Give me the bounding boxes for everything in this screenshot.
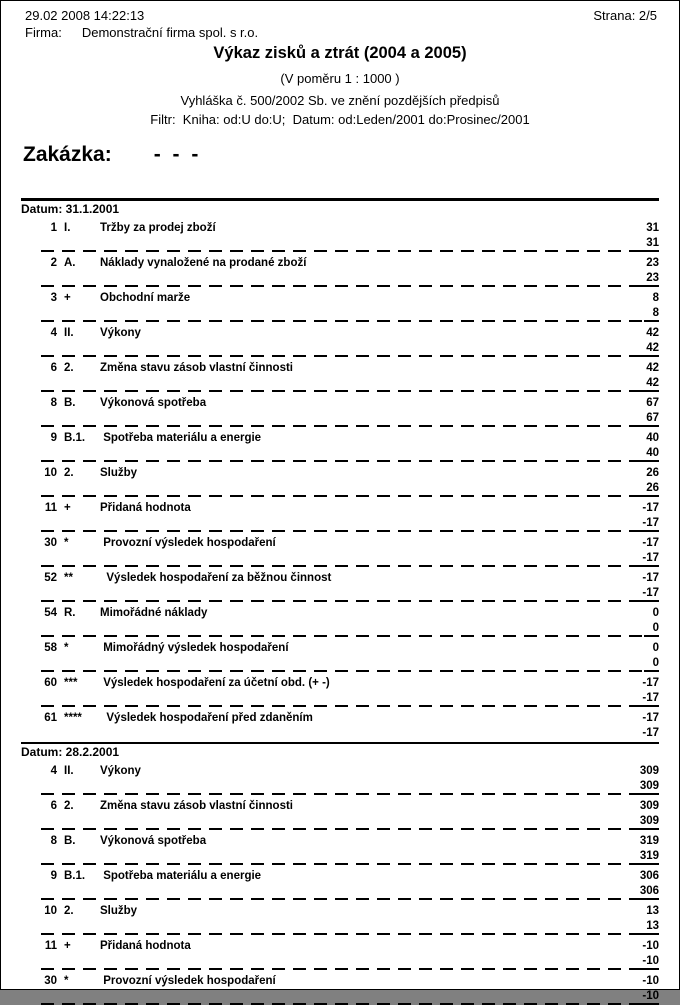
row-value-1: 42 bbox=[646, 327, 659, 339]
row-number: 30 bbox=[44, 975, 57, 987]
row-name: Změna stavu zásob vlastní činnosti bbox=[100, 362, 293, 374]
dashed-separator bbox=[41, 320, 644, 322]
table-row bbox=[41, 935, 659, 970]
row-number: 9 bbox=[50, 870, 57, 882]
row-code: B.1. bbox=[64, 870, 86, 882]
row-number: 2 bbox=[50, 257, 57, 269]
row-value-1: 0 bbox=[652, 607, 659, 619]
row-name: Tržby za prodej zboží bbox=[100, 222, 216, 234]
table-row bbox=[41, 357, 659, 392]
row-number: 3 bbox=[50, 292, 57, 304]
row-value-1: 319 bbox=[639, 835, 659, 847]
row-value-2: 42 bbox=[637, 377, 659, 392]
row-value-1: -17 bbox=[642, 677, 659, 689]
row-value-2: -10 bbox=[633, 990, 659, 1005]
row-code: + bbox=[64, 940, 71, 952]
table-row bbox=[41, 427, 659, 462]
row-main-line bbox=[41, 900, 659, 918]
table-row bbox=[41, 637, 659, 672]
row-separator-line bbox=[41, 883, 659, 900]
row-value-2: 306 bbox=[631, 885, 659, 900]
row-name: Spotřeba materiálu a energie bbox=[100, 432, 262, 444]
row-name: Výkonová spotřeba bbox=[100, 835, 207, 847]
row-main-line bbox=[41, 462, 659, 480]
row-value-2: 309 bbox=[631, 780, 659, 795]
row-value-1: -17 bbox=[642, 537, 659, 549]
dashed-separator bbox=[41, 460, 637, 462]
dashed-separator bbox=[41, 425, 637, 427]
table-row bbox=[41, 970, 659, 1005]
section-rows bbox=[1, 760, 679, 1005]
row-main-line bbox=[41, 567, 659, 585]
report-body bbox=[1, 198, 679, 1005]
row-main-line bbox=[41, 935, 659, 953]
row-code: + bbox=[64, 292, 71, 304]
row-code: II. bbox=[64, 327, 74, 339]
table-row bbox=[41, 707, 659, 742]
row-code: I. bbox=[64, 222, 71, 234]
row-separator-line bbox=[41, 848, 659, 865]
dashed-separator bbox=[41, 898, 631, 900]
row-code: 2. bbox=[64, 362, 74, 374]
row-code: 2. bbox=[64, 800, 74, 812]
row-code: B. bbox=[64, 397, 76, 409]
row-name: Spotřeba materiálu a energie bbox=[100, 870, 262, 882]
row-main-line bbox=[41, 217, 659, 235]
row-name: Změna stavu zásob vlastní činnosti bbox=[100, 800, 293, 812]
row-main-line bbox=[41, 760, 659, 778]
row-value-2: -17 bbox=[642, 727, 659, 739]
row-separator-line bbox=[41, 778, 659, 795]
table-row bbox=[41, 672, 659, 707]
row-main-line bbox=[41, 637, 659, 655]
row-code: 2. bbox=[64, 905, 74, 917]
row-value-2: 31 bbox=[637, 237, 659, 252]
row-name: Výkony bbox=[100, 327, 141, 339]
table-row bbox=[41, 795, 659, 830]
row-name: Výsledek hospodaření za účetní obd. (+ -) bbox=[100, 677, 330, 689]
row-name: Provozní výsledek hospodaření bbox=[100, 975, 276, 987]
row-main-line bbox=[41, 707, 659, 725]
report-section bbox=[1, 742, 679, 1005]
row-number: 60 bbox=[44, 677, 57, 689]
firm-name: Demonstrační firma spol. s r.o. bbox=[81, 25, 259, 40]
row-value-2: 309 bbox=[631, 815, 659, 830]
row-separator-line bbox=[41, 690, 659, 707]
row-code: II. bbox=[64, 765, 74, 777]
row-value-1: 0 bbox=[652, 642, 659, 654]
row-value-2: 319 bbox=[631, 850, 659, 865]
row-number: 54 bbox=[44, 607, 57, 619]
row-value-2: 23 bbox=[637, 272, 659, 287]
row-code: **** bbox=[64, 712, 82, 724]
header-row-1 bbox=[1, 1, 679, 23]
row-value-2: 26 bbox=[637, 482, 659, 497]
row-value-1: 13 bbox=[646, 905, 659, 917]
dashed-separator bbox=[41, 250, 637, 252]
table-row bbox=[41, 532, 659, 567]
row-separator-line bbox=[41, 340, 659, 357]
firm-label: Firma: bbox=[25, 25, 62, 40]
dashed-separator bbox=[41, 828, 631, 830]
row-code: A. bbox=[64, 257, 76, 269]
row-code: * bbox=[64, 975, 69, 987]
dashed-separator bbox=[41, 530, 633, 532]
row-value-2: 13 bbox=[637, 920, 659, 935]
row-main-line bbox=[41, 357, 659, 375]
row-value-1: 31 bbox=[646, 222, 659, 234]
row-code: * bbox=[64, 642, 69, 654]
row-value-2: -10 bbox=[633, 955, 659, 970]
table-row bbox=[41, 497, 659, 532]
dashed-separator bbox=[41, 285, 637, 287]
row-number: 1 bbox=[50, 222, 57, 234]
row-name: Obchodní marže bbox=[100, 292, 191, 304]
row-name: Mimořádný výsledek hospodaření bbox=[100, 642, 289, 654]
page-number: Strana: 2/5 bbox=[593, 8, 657, 23]
row-value-2: -17 bbox=[633, 587, 659, 602]
row-value-2: 0 bbox=[644, 657, 659, 672]
table-row bbox=[41, 252, 659, 287]
table-row bbox=[41, 830, 659, 865]
table-row bbox=[41, 287, 659, 322]
section-date: Datum: 31.1.2001 bbox=[21, 202, 120, 216]
table-row bbox=[41, 322, 659, 357]
row-number: 61 bbox=[44, 712, 57, 724]
row-separator-line bbox=[41, 375, 659, 392]
row-main-line bbox=[41, 672, 659, 690]
row-code: *** bbox=[64, 677, 78, 689]
row-separator-line bbox=[41, 813, 659, 830]
header-row-2 bbox=[1, 23, 679, 40]
table-row bbox=[41, 602, 659, 637]
row-number: 10 bbox=[44, 905, 57, 917]
row-name: Služby bbox=[100, 905, 138, 917]
row-value-1: 26 bbox=[646, 467, 659, 479]
row-number: 6 bbox=[50, 800, 57, 812]
row-value-1: 23 bbox=[646, 257, 659, 269]
dashed-separator bbox=[41, 968, 633, 970]
row-main-line bbox=[41, 252, 659, 270]
row-main-line bbox=[41, 322, 659, 340]
row-separator-line bbox=[41, 655, 659, 672]
row-name: Provozní výsledek hospodaření bbox=[100, 537, 276, 549]
row-number: 4 bbox=[50, 765, 57, 777]
row-name: Přidaná hodnota bbox=[100, 940, 191, 952]
dashed-separator bbox=[41, 495, 637, 497]
row-name: Výsledek hospodaření za běžnou činnost bbox=[100, 572, 332, 584]
row-main-line bbox=[41, 287, 659, 305]
dashed-separator bbox=[41, 793, 631, 795]
row-main-line bbox=[41, 865, 659, 883]
row-value-2: 67 bbox=[637, 412, 659, 427]
order-value: - - - bbox=[153, 143, 202, 166]
row-value-2: 42 bbox=[637, 342, 659, 357]
dashed-separator bbox=[41, 635, 644, 637]
table-row bbox=[41, 462, 659, 497]
report-title: Výkaz zisků a ztrát (2004 a 2005) bbox=[213, 44, 467, 62]
row-value-1: 40 bbox=[646, 432, 659, 444]
row-separator-line bbox=[41, 550, 659, 567]
row-main-line bbox=[41, 392, 659, 410]
row-number: 11 bbox=[44, 502, 57, 514]
row-number: 4 bbox=[50, 327, 57, 339]
row-value-1: -17 bbox=[642, 712, 659, 724]
dashed-separator bbox=[41, 705, 633, 707]
row-number: 10 bbox=[44, 467, 57, 479]
row-separator-line bbox=[41, 620, 659, 637]
row-code: ** bbox=[64, 572, 73, 584]
row-main-line bbox=[41, 497, 659, 515]
row-separator-line bbox=[41, 270, 659, 287]
row-separator-line bbox=[41, 235, 659, 252]
row-separator-line bbox=[41, 410, 659, 427]
row-value-1: 67 bbox=[646, 397, 659, 409]
row-value-1: -10 bbox=[642, 975, 659, 987]
row-number: 9 bbox=[50, 432, 57, 444]
row-value-2: 0 bbox=[644, 622, 659, 637]
row-code: * bbox=[64, 537, 69, 549]
row-name: Přidaná hodnota bbox=[100, 502, 191, 514]
row-code: 2. bbox=[64, 467, 74, 479]
row-value-2: -17 bbox=[633, 692, 659, 707]
row-code: + bbox=[64, 502, 71, 514]
table-row bbox=[41, 217, 659, 252]
row-separator-line bbox=[41, 515, 659, 532]
row-number: 8 bbox=[50, 835, 57, 847]
row-code: B.1. bbox=[64, 432, 86, 444]
row-value-1: 8 bbox=[652, 292, 659, 304]
row-main-line bbox=[41, 427, 659, 445]
dashed-separator bbox=[41, 670, 644, 672]
row-main-line bbox=[41, 602, 659, 620]
row-main-line bbox=[41, 830, 659, 848]
row-value-1: 309 bbox=[639, 800, 659, 812]
row-separator-line bbox=[41, 953, 659, 970]
row-separator-line bbox=[41, 480, 659, 497]
table-row bbox=[41, 567, 659, 602]
dashed-separator bbox=[41, 863, 631, 865]
order-line bbox=[1, 142, 679, 167]
row-separator-line bbox=[41, 445, 659, 462]
row-number: 30 bbox=[44, 537, 57, 549]
row-value-2: -17 bbox=[633, 552, 659, 567]
row-separator-line bbox=[41, 918, 659, 935]
row-number: 8 bbox=[50, 397, 57, 409]
ratio-line: (V poměru 1 : 1000 ) bbox=[280, 71, 400, 86]
table-row bbox=[41, 865, 659, 900]
filter-line: Filtr: Kniha: od:U do:U; Datum: od:Leden/2001 do:Prosinec/2001 bbox=[150, 112, 530, 127]
dashed-separator bbox=[41, 933, 637, 935]
row-main-line bbox=[41, 532, 659, 550]
section-date: Datum: 28.2.2001 bbox=[21, 745, 120, 759]
row-separator-line bbox=[41, 305, 659, 322]
row-number: 6 bbox=[50, 362, 57, 374]
row-name: Výkonová spotřeba bbox=[100, 397, 207, 409]
row-name: Náklady vynaložené na prodané zboží bbox=[100, 257, 307, 269]
row-name: Výsledek hospodaření před zdaněním bbox=[100, 712, 313, 724]
row-value-1: 309 bbox=[639, 765, 659, 777]
table-row bbox=[41, 900, 659, 935]
row-value-1: 306 bbox=[639, 870, 659, 882]
section-rows bbox=[1, 217, 679, 742]
dashed-separator bbox=[41, 355, 637, 357]
row-separator-line bbox=[41, 725, 659, 742]
row-value-1: -10 bbox=[642, 940, 659, 952]
dashed-separator bbox=[41, 565, 633, 567]
row-value-2: -17 bbox=[633, 517, 659, 532]
report-section bbox=[1, 198, 679, 742]
row-value-1: -17 bbox=[642, 572, 659, 584]
row-value-1: -17 bbox=[642, 502, 659, 514]
table-row bbox=[41, 392, 659, 427]
row-name: Služby bbox=[100, 467, 138, 479]
row-value-2: 40 bbox=[637, 447, 659, 462]
row-separator-line bbox=[41, 585, 659, 602]
row-main-line bbox=[41, 970, 659, 988]
row-number: 11 bbox=[44, 940, 57, 952]
row-number: 52 bbox=[44, 572, 57, 584]
dashed-separator bbox=[41, 600, 633, 602]
row-name: Mimořádné náklady bbox=[100, 607, 208, 619]
row-value-2: 8 bbox=[644, 307, 659, 322]
row-code: B. bbox=[64, 835, 76, 847]
row-number: 58 bbox=[44, 642, 57, 654]
row-name: Výkony bbox=[100, 765, 141, 777]
table-row bbox=[41, 760, 659, 795]
row-code: R. bbox=[64, 607, 76, 619]
decree-line: Vyhláška č. 500/2002 Sb. ve znění pozdějších předpisů bbox=[180, 93, 500, 108]
order-label: Zakázka: bbox=[23, 143, 112, 166]
row-separator-line bbox=[41, 988, 659, 1005]
print-timestamp: 29.02 2008 14:22:13 bbox=[25, 8, 145, 23]
row-value-1: 42 bbox=[646, 362, 659, 374]
row-main-line bbox=[41, 795, 659, 813]
dashed-separator bbox=[41, 390, 637, 392]
